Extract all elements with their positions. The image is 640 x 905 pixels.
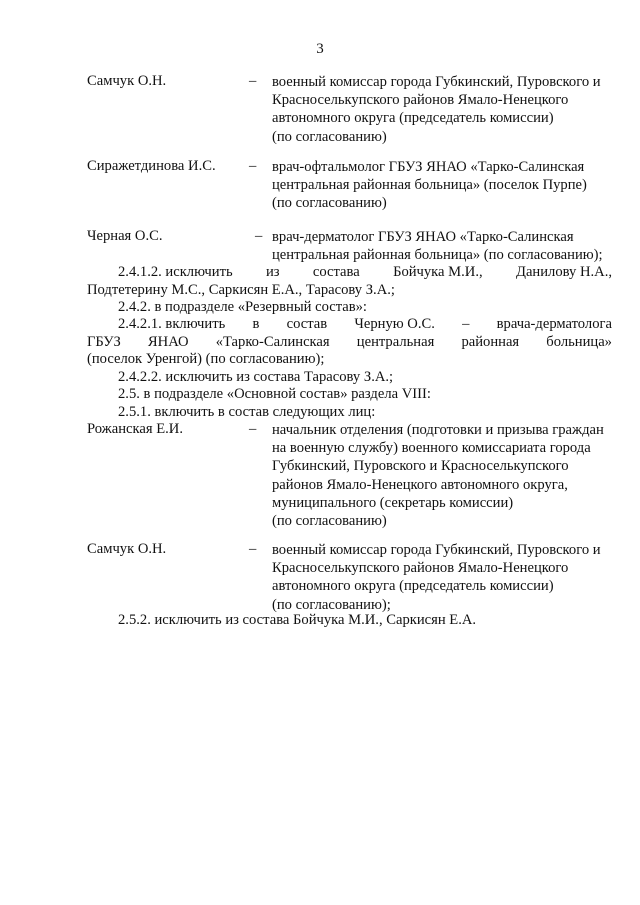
description-line: центральная районная больница» (по согласованию);: [272, 247, 603, 264]
member-name: Сиражетдинова И.С.: [87, 158, 216, 174]
word: ЯНАО: [147, 334, 189, 350]
description-line: (по согласованию): [272, 513, 387, 530]
description-line: Губкинский, Пуровского и Красноселькупского: [272, 458, 569, 475]
paragraph-2-4-2-2: 2.4.2.2. исключить из состава Тарасову З.А.;: [118, 369, 394, 385]
word: ГБУЗ: [87, 334, 121, 350]
description-line: на военную службу) военного комиссариата города: [272, 440, 591, 457]
description-line: районов Ямало-Ненецкого автономного округа,: [272, 476, 568, 493]
description-line: (по согласованию): [272, 195, 387, 212]
word: состава: [312, 264, 360, 280]
member-description: [272, 158, 617, 213]
paragraph-continuation: (поселок Уренгой) (по согласованию);: [87, 351, 325, 367]
word: Данилову Н.А.,: [516, 264, 612, 280]
word: центральная: [356, 334, 435, 350]
word: больница»: [546, 334, 612, 350]
description-line: начальник отделения (подготовки и призыва граждан: [272, 422, 604, 438]
description-line: (по согласованию);: [272, 596, 391, 613]
word: районная: [461, 334, 520, 350]
word: врача-дерматолога: [496, 316, 612, 332]
word: 2.4.1.2. исключить: [118, 264, 233, 280]
paragraph-2-4-2-1-line2: [87, 334, 612, 351]
description-line: военный комиссар города Губкинский, Пуровского и: [272, 542, 601, 558]
paragraph-2-4-1-2: [118, 264, 612, 281]
dash: –: [249, 421, 257, 437]
paragraph-2-4-2: 2.4.2. в подразделе «Резервный состав»:: [118, 299, 367, 315]
paragraph-2-5-1: 2.5.1. включить в состав следующих лиц:: [118, 404, 376, 420]
description-line: врач-дерматолог ГБУЗ ЯНАО «Тарко-Салинская: [272, 229, 574, 245]
member-name: Черная О.С.: [87, 228, 163, 244]
description-line: автономного округа (председатель комиссии): [272, 578, 554, 595]
member-description: [272, 73, 617, 146]
description-line: автономного округа (председатель комиссии): [272, 110, 554, 127]
description-line: врач-офтальмолог ГБУЗ ЯНАО «Тарко-Салинская: [272, 159, 585, 175]
word: –: [462, 316, 470, 332]
paragraph-continuation: Подтетерину М.С., Саркисян Е.А., Тарасову З.А.;: [87, 282, 395, 298]
paragraph-2-4-2-1: [118, 316, 612, 333]
page-number: 3: [316, 41, 324, 57]
description-line: Красноселькупского районов Ямало-Ненецкого: [272, 92, 569, 109]
member-description: [272, 421, 617, 530]
word: «Тарко-Салинская: [215, 334, 330, 350]
member-description: [272, 228, 617, 264]
dash: –: [249, 73, 257, 89]
member-name: Рожанская Е.И.: [87, 421, 183, 437]
dash: –: [249, 158, 257, 174]
word: Черную О.С.: [354, 316, 435, 332]
word: 2.4.2.1. включить: [118, 316, 226, 332]
paragraph-2-5-2: 2.5.2. исключить из состава Бойчука М.И., Саркисян Е.А.: [118, 612, 477, 628]
dash: –: [255, 228, 263, 244]
paragraph-2-5: 2.5. в подразделе «Основной состав» раздела VIII:: [118, 386, 431, 402]
description-line: Красноселькупского районов Ямало-Ненецкого: [272, 560, 569, 577]
description-line: центральная районная больница» (поселок Пурпе): [272, 177, 587, 194]
word: в: [252, 316, 260, 332]
dash: –: [249, 541, 257, 557]
description-line: муниципального (секретарь комиссии): [272, 494, 514, 511]
word: Бойчука М.И.,: [393, 264, 483, 280]
member-description: [272, 541, 617, 614]
member-name: Самчук О.Н.: [87, 73, 167, 89]
member-name: Самчук О.Н.: [87, 541, 167, 557]
word: состав: [286, 316, 328, 332]
description-line: (по согласованию): [272, 128, 387, 145]
word: из: [265, 264, 280, 280]
description-line: военный комиссар города Губкинский, Пуровского и: [272, 74, 601, 90]
